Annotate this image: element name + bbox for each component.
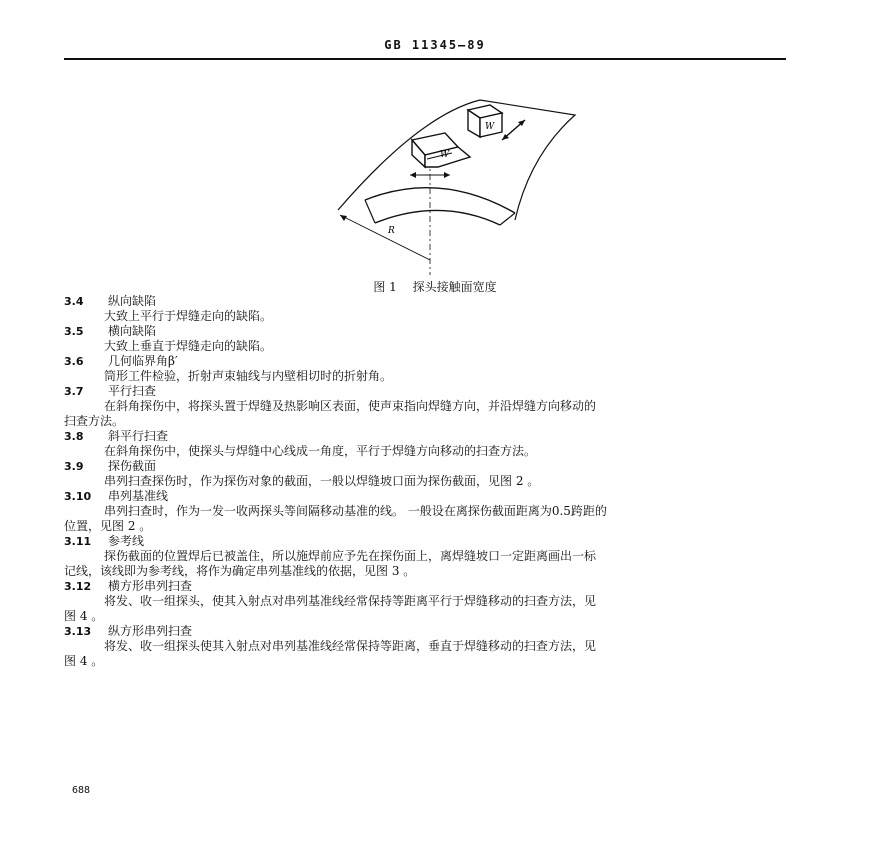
section-text: 大致上垂直于焊缝走向的缺陷。 (104, 339, 273, 353)
section-text: 大致上平行于焊缝走向的缺陷。 (104, 309, 273, 323)
section-3-10 (64, 489, 786, 534)
lower-probe (412, 133, 470, 167)
section-title: 横向缺陷 (108, 324, 157, 338)
section-title: 参考线 (108, 534, 145, 548)
section-number: 3.5 (64, 325, 84, 338)
section-3-4 (64, 294, 786, 324)
section-3-9 (64, 459, 786, 489)
section-number: 3.6 (64, 355, 84, 368)
label-w-top: W (485, 122, 495, 132)
section-3-12 (64, 579, 786, 624)
section-3-8 (64, 429, 786, 459)
section-text: 串列扫查探伤时，作为探伤对象的截面，一般以焊缝坡口面为探伤截面，见图 2 。 (104, 474, 540, 488)
section-3-7 (64, 384, 786, 429)
section-title: 探伤截面 (108, 459, 157, 473)
section-title: 斜平行扫查 (108, 429, 169, 443)
section-text: 在斜角探伤中，使探头与焊缝中心线成一角度，平行于焊缝方向移动的扫查方法。 (104, 444, 537, 458)
cylinder-section-inner (375, 210, 500, 225)
section-text: 将发、收一组探头，使其入射点对串列基准线经常保持等距离平行于焊缝移动的扫查方法，见 (104, 594, 597, 608)
section-number: 3.10 (64, 490, 92, 503)
upper-probe (468, 105, 502, 137)
section-3-6 (64, 354, 786, 384)
section-number: 3.13 (64, 625, 92, 638)
section-text: 探伤截面的位置焊后已被盖住，所以施焊前应予先在探伤面上，离焊缝坡口一定距离画出一标 (104, 549, 597, 563)
label-w-bottom: W (440, 150, 450, 160)
header-rule (64, 58, 786, 60)
section-text: 串列扫查时，作为一发一收两探头等间隔移动基准的线。 一般设在离探伤截面距离为0.5跨距的 (104, 504, 607, 518)
section-number: 3.9 (64, 460, 84, 473)
definitions-list (64, 294, 786, 669)
section-title: 平行扫查 (108, 384, 157, 398)
caption-text: 探头接触面宽度 (412, 280, 497, 294)
section-title: 纵方形串列扫查 (108, 624, 193, 638)
section-number: 3.11 (64, 535, 92, 548)
section-title: 几何临界角β′ (108, 354, 178, 368)
section-number: 3.12 (64, 580, 92, 593)
probe-contact-figure (330, 95, 590, 275)
section-title: 横方形串列扫查 (108, 579, 193, 593)
figure-caption (0, 278, 870, 295)
standard-header: GB 11345—89 (384, 38, 486, 52)
section-3-11 (64, 534, 786, 579)
caption-number: 图 1 (373, 280, 397, 294)
section-title: 串列基准线 (108, 489, 169, 503)
section-3-5 (64, 324, 786, 354)
section-text: 筒形工件检验，折射声束轴线与内壁相切时的折射角。 (104, 369, 393, 383)
radius-line (340, 215, 430, 260)
section-text: 将发、收一组探头使其入射点对串列基准线经常保持等距离，垂直于焊缝移动的扫查方法，见 (104, 639, 597, 653)
section-text: 在斜角探伤中，将探头置于焊缝及热影响区表面，使声束指向焊缝方向，并沿焊缝方向移动的 (104, 399, 597, 413)
cylinder-section-outer (365, 188, 515, 213)
section-text-cont: 位置，见图 2 。 (64, 519, 152, 533)
section-number: 3.7 (64, 385, 84, 398)
page-number: 688 (72, 785, 91, 796)
section-text-cont: 图 4 。 (64, 654, 104, 668)
section-text-cont: 记线，该线即为参考线，将作为确定串列基准线的依据，见图 3 。 (64, 564, 416, 578)
label-r: R (388, 226, 395, 236)
section-number: 3.8 (64, 430, 84, 443)
section-text-cont: 扫查方法。 (64, 414, 125, 428)
section-3-13 (64, 624, 786, 669)
section-title: 纵向缺陷 (108, 294, 157, 308)
section-text-cont: 图 4 。 (64, 609, 104, 623)
section-number: 3.4 (64, 295, 84, 308)
